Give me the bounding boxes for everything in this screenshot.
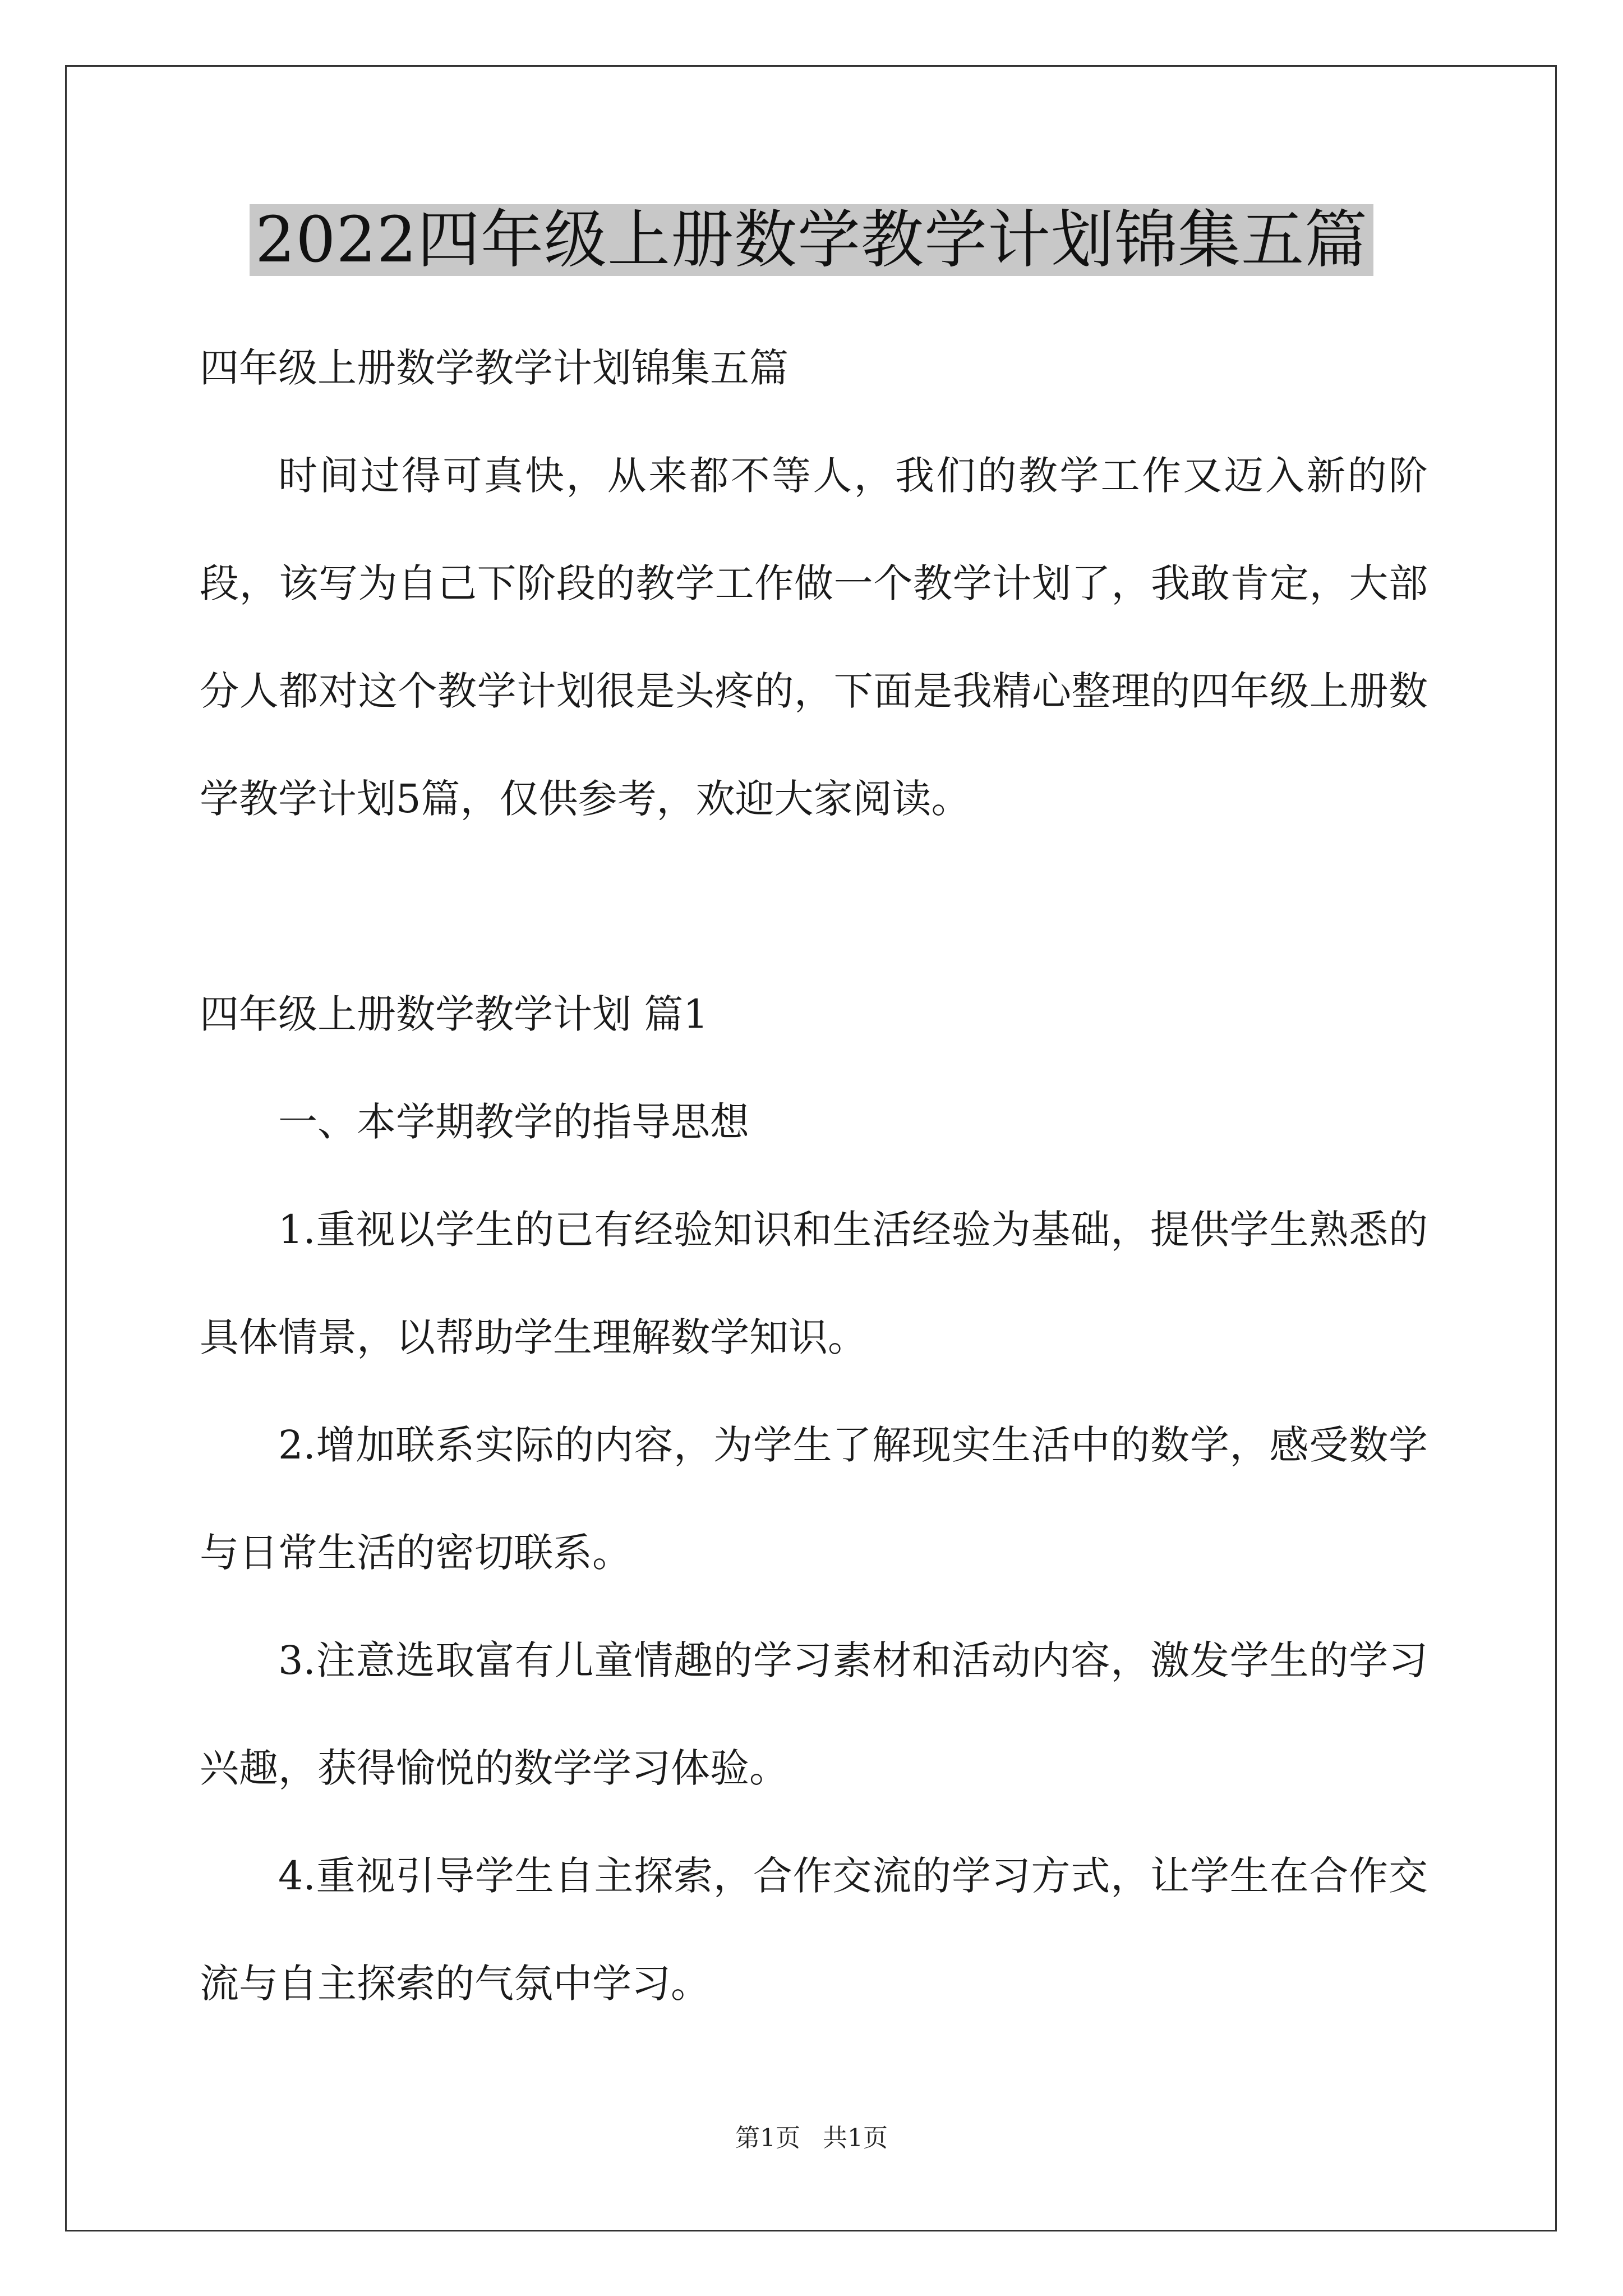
page-footer	[0, 2126, 1623, 2151]
list-item-3: 3.注意选取富有儿童情趣的学习素材和活动内容，激发学生的学习兴趣，获得愉悦的数学学习体验。	[200, 1637, 1428, 1791]
section-heading: 四年级上册数学教学计划 篇1	[200, 991, 708, 1037]
document-title	[0, 204, 1623, 276]
intro-paragraph: 时间过得可真快，从来都不等人，我们的教学工作又迈入新的阶段，该写为自己下阶段的教学工作做一个教学计划了，我敢肯定，大部分人都对这个教学计划很是头疼的，下面是我精心整理的四年级上册数学教学计划5篇，仅供参考，欢迎大家阅读。	[200, 453, 1428, 822]
document-body	[200, 314, 1428, 2037]
page-number-current: 第1页	[735, 2124, 800, 2152]
subtitle-paragraph: 四年级上册数学教学计划锦集五篇	[200, 345, 789, 391]
list-item-1: 1.重视以学生的已有经验知识和生活经验为基础，提供学生熟悉的具体情景，以帮助学生理解数学知识。	[200, 1207, 1428, 1360]
list-item-4: 4.重视引导学生自主探索，合作交流的学习方式，让学生在合作交流与自主探索的气氛中学习。	[200, 1853, 1428, 2007]
page-number-total: 共1页	[823, 2124, 888, 2152]
subsection-heading: 一、本学期教学的指导思想	[278, 1099, 749, 1145]
document-title-text: 2022四年级上册数学教学计划锦集五篇	[250, 204, 1373, 276]
list-item-2: 2.增加联系实际的内容，为学生了解现实生活中的数学，感受数学与日常生活的密切联系。	[200, 1422, 1428, 1576]
